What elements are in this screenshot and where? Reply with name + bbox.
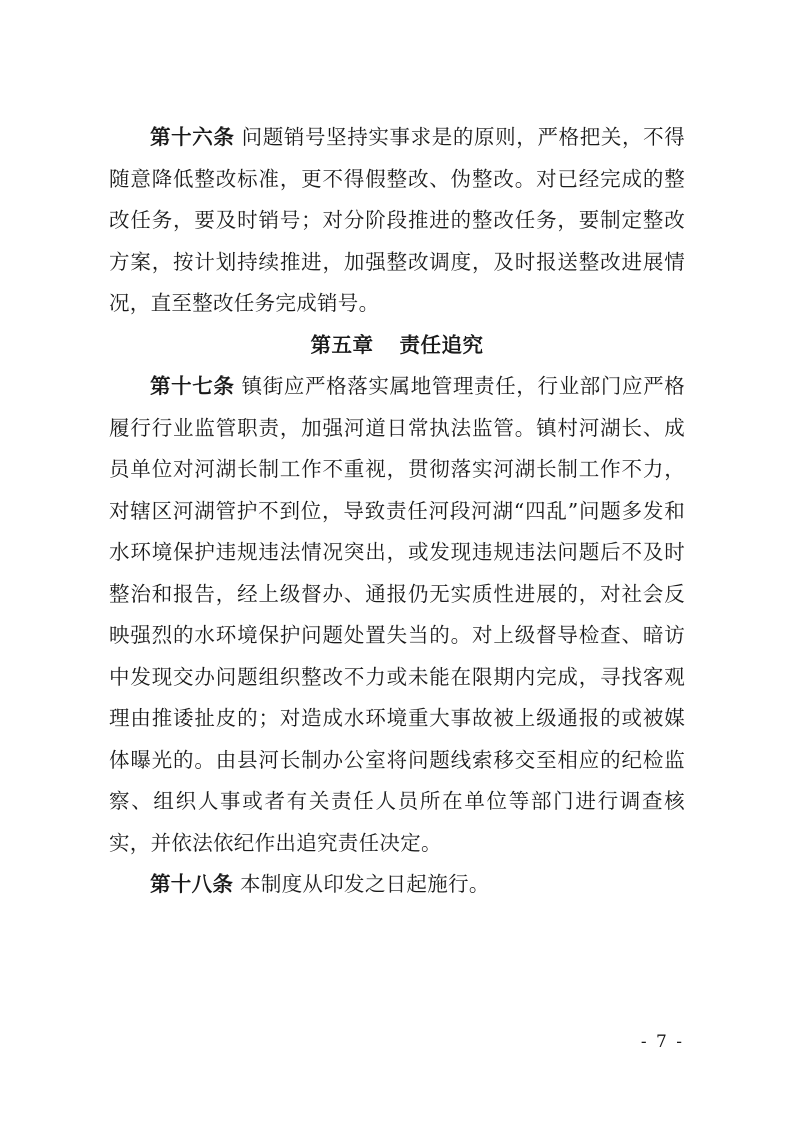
article-18-text: 本制度从印发之日起施行。 xyxy=(240,872,490,896)
document-body xyxy=(109,117,685,906)
article-17-text: 镇街应严格落实属地管理责任，行业部门应严格履行行业监管职责，加强河道日常执法监管。镇村河湖长、成员单位对河湖长制工作不重视，贯彻落实河湖长制工作不力，对辖区河湖管护不到位，导致责任河段河湖“四乱”问题多发和水环境保护违规违法情况突出，或发现违规违法问题后不及时整治和报告，经上级督办、通报仍无实质性进展的，对社会反映强烈的水环境保护问题处置失当的。对上级督导检查、暗访中发现交办问题组织整改不力或未能在限期内完成，寻找客观理由推诿扯皮的；对造成水环境重大事故被上级通报的或被媒体曝光的。由县河长制办公室将问题线索移交至相应的纪检监察、组织人事或者有关责任人员所在单位等部门进行调查核实，并依法依纪作出追究责任决定。 xyxy=(109,374,685,855)
article-17 xyxy=(109,366,685,864)
article-16 xyxy=(109,117,685,325)
chapter-title: 责任追究 xyxy=(399,332,484,357)
article-18-label: 第十八条 xyxy=(150,872,234,896)
article-18 xyxy=(109,864,685,906)
article-16-label: 第十六条 xyxy=(150,125,235,149)
page-number: - 7 - xyxy=(640,1032,684,1052)
article-16-text: 问题销号坚持实事求是的原则，严格把关，不得随意降低整改标准，更不得假整改、伪整改。对已经完成的整改任务，要及时销号；对分阶段推进的整改任务，要制定整改方案，按计划持续推进，加强整改调度，及时报送整改进展情况，直至整改任务完成销号。 xyxy=(109,125,685,315)
article-17-label: 第十七条 xyxy=(150,374,235,398)
chapter-heading xyxy=(109,325,685,367)
chapter-number: 第五章 xyxy=(310,332,374,357)
